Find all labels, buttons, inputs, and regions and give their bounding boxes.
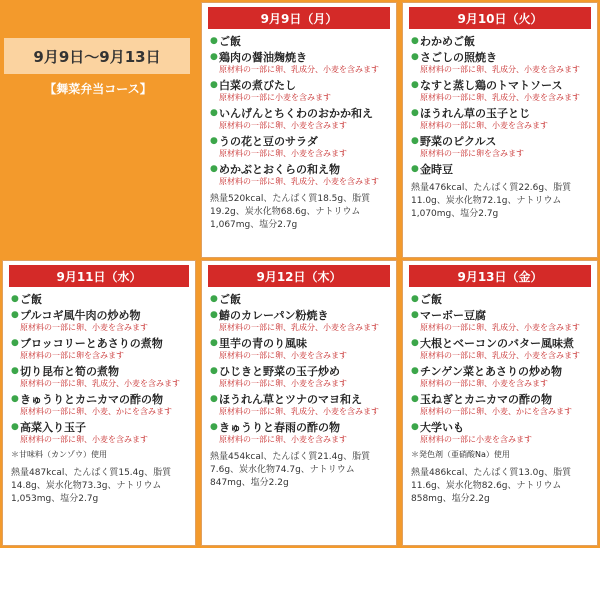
menu-list [411, 35, 591, 221]
menu-item [411, 293, 591, 306]
dish-name [411, 79, 591, 92]
menu-item [411, 79, 591, 103]
bullet-icon: ● [411, 108, 419, 118]
dish-label: きゅうりと春雨の酢の物 [219, 421, 340, 434]
nutrition-info: 熱量486kcal、たんぱく質13.0g、脂質11.6g、炭水化物82.6g、ナトリウム858mg、塩分2.2g [411, 468, 572, 504]
allergen-note: 原材料の一部に卵、小麦を含みます [420, 379, 548, 388]
day-header: 9月12日（木） [208, 265, 390, 287]
allergen-note: 原材料の一部に小麦を含みます [219, 93, 331, 102]
dish-label: ご飯 [219, 293, 241, 306]
dish-label: 金時豆 [420, 163, 453, 176]
dish-label: プルコギ風牛肉の炒め物 [20, 309, 141, 322]
bullet-icon: ● [411, 422, 419, 432]
dish-label: ブロッコリーとあさりの煮物 [20, 337, 163, 350]
menu-item [210, 107, 390, 131]
allergen-note: 原材料の一部に卵、小麦を含みます [20, 435, 148, 444]
bullet-icon: ● [210, 394, 218, 404]
dish-label: ほうれん草とツナのマヨ和え [219, 393, 362, 406]
dish-name [210, 337, 390, 350]
bullet-icon: ● [210, 338, 218, 348]
bullet-icon: ● [411, 52, 419, 62]
dish-name [411, 163, 591, 176]
dish-label: マーボー豆腐 [420, 309, 486, 322]
bullet-icon: ● [411, 36, 419, 46]
dish-label: 鰆のカレーパン粉焼き [219, 309, 329, 322]
dish-label: ご飯 [219, 35, 241, 48]
nutrition-info: 熱量476kcal、たんぱく質22.6g、脂質11.0g、炭水化物72.1g、ナトリウム1,070mg、塩分2.7g [411, 183, 572, 219]
menu-item [11, 293, 189, 306]
nutrition-info: 熱量454kcal、たんぱく質21.4g、脂質7.6g、炭水化物74.7g、ナトリウム847mg、塩分2.2g [210, 452, 371, 488]
allergen-note: 原材料の一部に卵、小麦を含みます [420, 121, 548, 130]
dish-label: 白菜の煮びたし [219, 79, 296, 92]
dish-name [11, 337, 189, 350]
dish-label: 高菜入り玉子 [20, 421, 86, 434]
dish-label: ご飯 [420, 293, 442, 306]
week-date-range: 9月9日～9月13日 [4, 38, 190, 74]
menu-item [210, 163, 390, 187]
day-card-0913 [402, 260, 598, 546]
bullet-icon: ● [11, 422, 19, 432]
allergen-note: 原材料の一部に卵、小麦を含みます [219, 379, 347, 388]
menu-item [210, 337, 390, 361]
dish-name [411, 293, 591, 306]
nutrition-info: 熱量520kcal、たんぱく質18.5g、脂質19.2g、炭水化物68.6g、ナトリウム1,067mg、塩分2.7g [210, 194, 371, 230]
dish-label: うの花と豆のサラダ [219, 135, 318, 148]
dish-name [210, 79, 390, 92]
allergen-note: 原材料の一部に卵、小麦を含みます [219, 435, 347, 444]
dish-label: さごしの照焼き [420, 51, 497, 64]
menu-item [411, 309, 591, 333]
dish-name [11, 293, 189, 306]
dish-name [411, 337, 591, 350]
dish-label: 大根とベーコンのバター風味煮 [420, 337, 574, 350]
allergen-note: 原材料の一部に小麦を含みます [420, 435, 532, 444]
dish-name [411, 107, 591, 120]
bullet-icon: ● [210, 108, 218, 118]
dish-label: 里芋の青のり風味 [219, 337, 307, 350]
dish-label: チンゲン菜とあさりの炒め物 [420, 365, 563, 378]
allergen-note: 原材料の一部に卵、小麦を含みます [219, 121, 347, 130]
bullet-icon: ● [210, 136, 218, 146]
menu-item [11, 337, 189, 361]
bullet-icon: ● [411, 310, 419, 320]
dish-name [210, 309, 390, 322]
menu-item [210, 365, 390, 389]
dish-label: 鶏肉の醤油麹焼き [219, 51, 307, 64]
menu-item [210, 309, 390, 333]
allergen-note: 原材料の一部に卵、乳成分、小麦を含みます [420, 65, 580, 74]
allergen-note: 原材料の一部に卵を含みます [20, 351, 124, 360]
dish-label: なすと蒸し鶏のトマトソース [420, 79, 563, 92]
allergen-note: 原材料の一部に卵、乳成分、小麦を含みます [420, 323, 580, 332]
menu-item [411, 163, 591, 176]
day-card-0909 [201, 2, 397, 258]
dish-label: ほうれん草の玉子とじ [420, 107, 530, 120]
dish-name [210, 51, 390, 64]
bullet-icon: ● [411, 294, 419, 304]
menu-item [11, 365, 189, 389]
nutrition-info: 熱量487kcal、たんぱく質15.4g、脂質14.8g、炭水化物73.3g、ナトリウム1,053mg、塩分2.7g [11, 468, 172, 504]
day-header: 9月10日（火） [409, 7, 591, 29]
course-label: 【舞菜弁当コース】 [44, 82, 152, 96]
menu-item [210, 421, 390, 445]
day-header: 9月13日（金） [409, 265, 591, 287]
allergen-note: 原材料の一部に卵、小麦、かにを含みます [420, 407, 572, 416]
dish-label: 大学いも [420, 421, 464, 434]
dish-name [210, 293, 390, 306]
allergen-note: 原材料の一部に卵、小麦を含みます [219, 351, 347, 360]
menu-item [411, 107, 591, 131]
allergen-note: 原材料の一部に卵、乳成分、小麦を含みます [420, 351, 580, 360]
bullet-icon: ● [11, 366, 19, 376]
menu-item [210, 135, 390, 159]
allergen-note: 原材料の一部に卵、乳成分、小麦を含みます [219, 323, 379, 332]
day-header: 9月11日（水） [9, 265, 189, 287]
menu-item [210, 35, 390, 48]
dish-name [210, 393, 390, 406]
allergen-note: 原材料の一部に卵、乳成分、小麦を含みます [20, 379, 180, 388]
bullet-icon: ● [210, 36, 218, 46]
dish-name [411, 393, 591, 406]
bullet-icon: ● [411, 394, 419, 404]
dish-name [411, 35, 591, 48]
dish-label: いんげんとちくわのおかか和え [219, 107, 373, 120]
allergen-note: 原材料の一部に卵、乳成分、小麦を含みます [219, 177, 379, 186]
bullet-icon: ● [210, 422, 218, 432]
bullet-icon: ● [11, 310, 19, 320]
menu-item [411, 337, 591, 361]
menu-item [210, 293, 390, 306]
menu-item [411, 421, 591, 445]
bullet-icon: ● [210, 294, 218, 304]
dish-name [210, 365, 390, 378]
allergen-note: 原材料の一部に卵、乳成分、小麦を含みます [219, 407, 379, 416]
allergen-note: 原材料の一部に卵、乳成分、小麦を含みます [219, 65, 379, 74]
menu-item [411, 135, 591, 159]
allergen-note: 原材料の一部に卵、乳成分、小麦を含みます [420, 93, 580, 102]
bullet-icon: ● [210, 310, 218, 320]
menu-item [11, 393, 189, 417]
bullet-icon: ● [11, 338, 19, 348]
allergen-note: 原材料の一部に卵、小麦を含みます [20, 323, 148, 332]
bullet-icon: ● [210, 164, 218, 174]
menu-item [411, 393, 591, 417]
dish-label: 野菜のピクルス [420, 135, 497, 148]
day-card-0912 [201, 260, 397, 546]
menu-list [210, 293, 390, 490]
day-card-0911 [2, 260, 196, 546]
dish-label: 玉ねぎとカニカマの酢の物 [420, 393, 552, 406]
dish-name [210, 35, 390, 48]
week-header-cell [0, 0, 196, 258]
dish-name [411, 421, 591, 434]
dish-name [411, 51, 591, 64]
bullet-icon: ● [210, 52, 218, 62]
additive-note: ＊発色剤（亜硝酸Na）使用 [411, 450, 510, 459]
menu-item [210, 79, 390, 103]
bullet-icon: ● [11, 294, 19, 304]
dish-name [11, 309, 189, 322]
dish-label: ご飯 [20, 293, 42, 306]
day-card-0910 [402, 2, 598, 258]
bullet-icon: ● [210, 366, 218, 376]
dish-name [210, 135, 390, 148]
menu-item [411, 35, 591, 48]
bullet-icon: ● [411, 136, 419, 146]
bullet-icon: ● [210, 80, 218, 90]
menu-item [210, 393, 390, 417]
allergen-note: 原材料の一部に卵を含みます [420, 149, 524, 158]
dish-label: ひじきと野菜の玉子炒め [219, 365, 340, 378]
bullet-icon: ● [411, 338, 419, 348]
menu-item [411, 365, 591, 389]
day-header: 9月9日（月） [208, 7, 390, 29]
dish-label: わかめご飯 [420, 35, 475, 48]
dish-name [210, 163, 390, 176]
menu-list [11, 293, 189, 506]
dish-name [210, 421, 390, 434]
menu-item [11, 309, 189, 333]
dish-name [411, 365, 591, 378]
menu-item [210, 51, 390, 75]
dish-label: 切り昆布と筍の煮物 [20, 365, 119, 378]
dish-label: きゅうりとカニカマの酢の物 [20, 393, 163, 406]
allergen-note: 原材料の一部に卵、小麦を含みます [219, 149, 347, 158]
menu-item [11, 421, 189, 445]
dish-name [411, 309, 591, 322]
dish-name [210, 107, 390, 120]
dish-label: めかぶとおくらの和え物 [219, 163, 340, 176]
allergen-note: 原材料の一部に卵、小麦、かにを含みます [20, 407, 172, 416]
bullet-icon: ● [411, 366, 419, 376]
dish-name [11, 421, 189, 434]
additive-note: ＊甘味料（カンゾウ）使用 [11, 450, 107, 459]
menu-list [411, 293, 591, 506]
dish-name [11, 393, 189, 406]
bullet-icon: ● [411, 80, 419, 90]
menu-list [210, 35, 390, 232]
bullet-icon: ● [11, 394, 19, 404]
dish-name [11, 365, 189, 378]
menu-item [411, 51, 591, 75]
bullet-icon: ● [411, 164, 419, 174]
dish-name [411, 135, 591, 148]
